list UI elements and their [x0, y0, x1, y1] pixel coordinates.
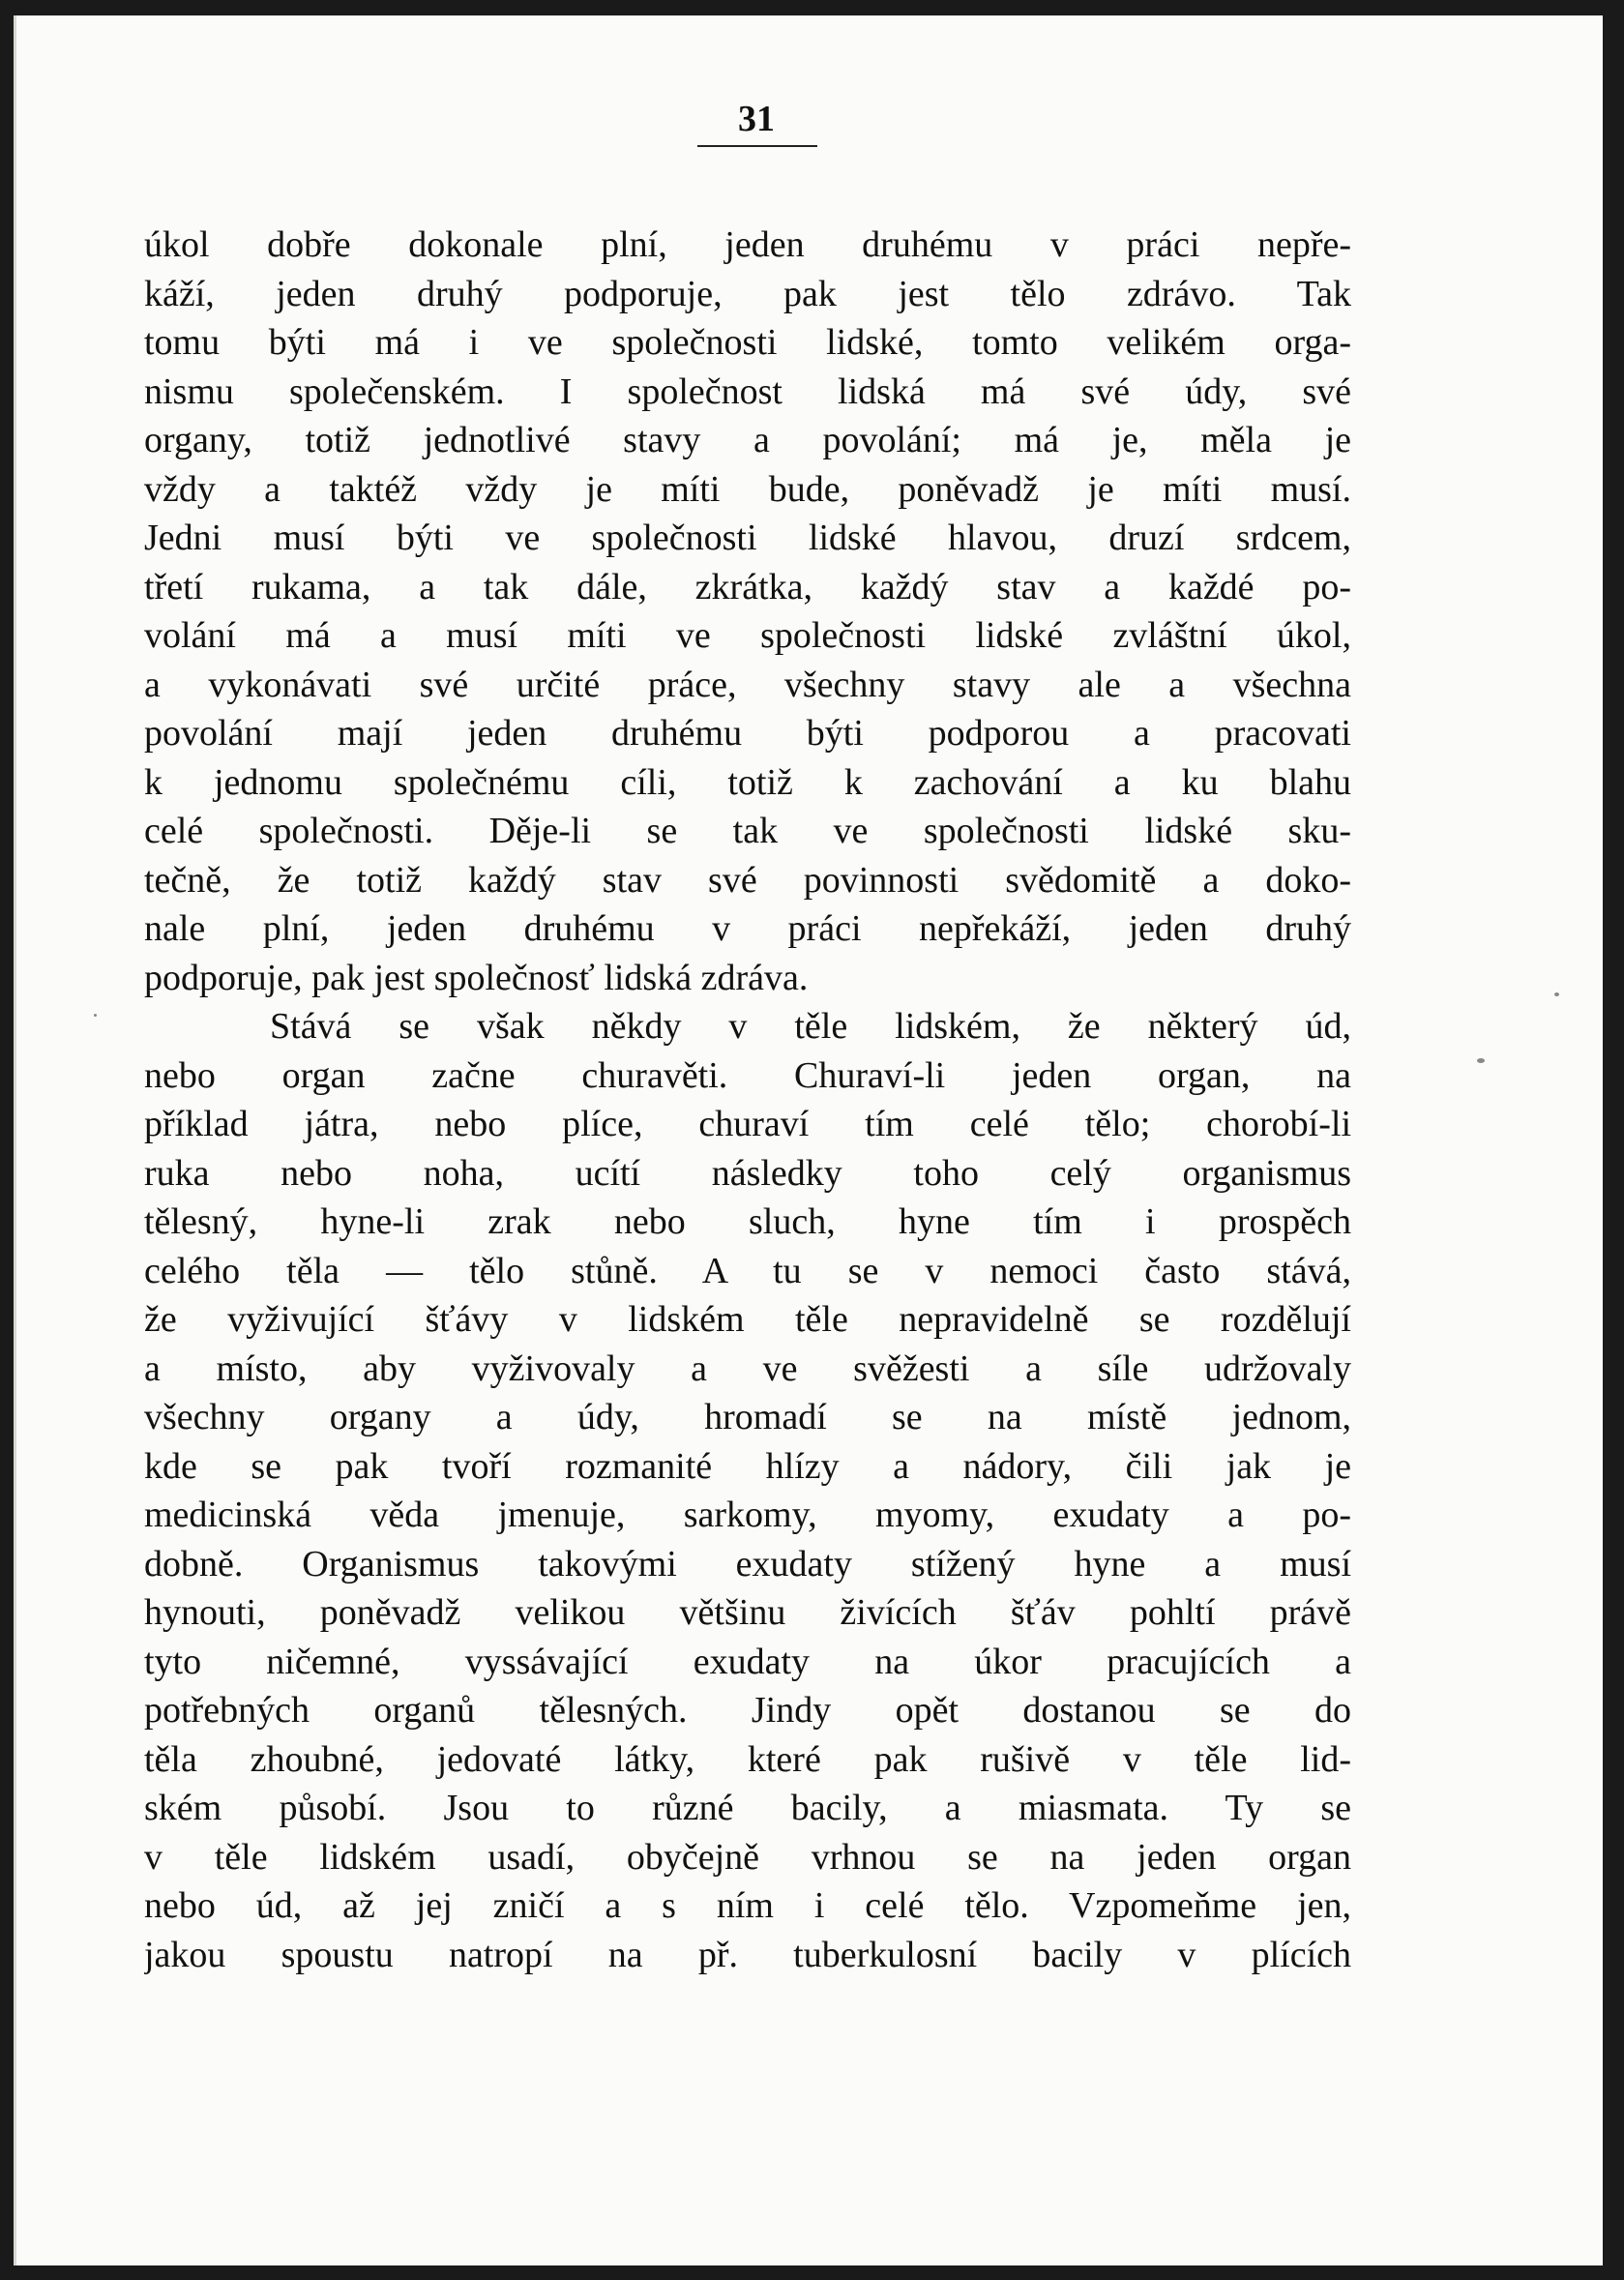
text-line: že vyživující šťávy v lidském těle nepravidelně se rozdělují	[144, 1299, 1351, 1340]
text-line: tečně, že totiž každý stav své povinnosti svědomitě a doko-	[144, 859, 1351, 901]
text-line: káží, jeden druhý podporuje, pak jest tělo zdrávo. Tak	[144, 273, 1351, 314]
text-line: a vykonávati své určité práce, všechny stavy ale a všechna	[144, 664, 1351, 705]
text-line: Jedni musí býti ve společnosti lidské hlavou, druzí srdcem,	[144, 518, 1351, 558]
scan-speck	[1477, 1058, 1485, 1063]
text-line: hynouti, poněvadž velikou většinu živících šťáv pohltí právě	[144, 1592, 1351, 1633]
text-line: třetí rukama, a tak dále, zkrátka, každý stav a každé po-	[144, 566, 1351, 607]
text-line: k jednomu společnému cíli, totiž k zachování a ku blahu	[144, 761, 1351, 803]
text-line: dobně. Organismus takovými exudaty stížený hyne a musí	[144, 1543, 1351, 1584]
text-line: Stává se však někdy v těle lidském, že některý úd,	[270, 1006, 1351, 1047]
text-line: ruka nebo noha, ucítí následky toho celý organismus	[144, 1152, 1351, 1194]
text-line: celé společnosti. Děje-li se tak ve společnosti lidské sku-	[144, 811, 1351, 851]
text-line: celého těla — tělo stůně. A tu se v nemoci často stává,	[144, 1250, 1351, 1291]
body-text	[144, 221, 1351, 1979]
text-line: jakou spoustu natropí na př. tuberkulosní bacily v plících	[144, 1934, 1351, 1975]
text-line: medicinská věda jmenuje, sarkomy, myomy, exudaty a po-	[144, 1495, 1351, 1535]
paragraph-1	[144, 221, 1351, 1002]
text-line: tělesný, hyne-li zrak nebo sluch, hyne tím i prospěch	[144, 1201, 1351, 1242]
book-page	[14, 15, 1603, 2265]
text-line: volání má a musí míti ve společnosti lidské zvláštní úkol,	[144, 615, 1351, 656]
text-line: v těle lidském usadí, obyčejně vrhnou se na jeden organ	[144, 1836, 1351, 1878]
text-line: nismu společenském. I společnost lidská má své údy, své	[144, 370, 1351, 412]
text-line: ském působí. Jsou to různé bacily, a miasmata. Ty se	[144, 1788, 1351, 1828]
text-line: nebo organ začne churavěti. Churaví-li jeden organ, na	[144, 1054, 1351, 1096]
text-line: kde se pak tvoří rozmanité hlízy a nádory, čili jak je	[144, 1445, 1351, 1487]
text-line: úkol dobře dokonale plní, jeden druhému v práci nepře-	[144, 224, 1351, 265]
text-line: příklad játra, nebo plíce, churaví tím celé tělo; chorobí-li	[144, 1104, 1351, 1144]
text-line: organy, totiž jednotlivé stavy a povolání; má je, měla je	[144, 420, 1351, 460]
text-line: všechny organy a údy, hromadí se na místě jednom,	[144, 1397, 1351, 1437]
text-line: nebo úd, až jej zničí a s ním i celé tělo. Vzpomeňme jen,	[144, 1885, 1351, 1926]
text-line: povolání mají jeden druhému býti podporou a pracovati	[144, 713, 1351, 754]
text-line: a místo, aby vyživovaly a ve svěžesti a síle udržovaly	[144, 1347, 1351, 1389]
text-line: těla zhoubné, jedovaté látky, které pak rušivě v těle lid-	[144, 1738, 1351, 1780]
text-line: tomu býti má i ve společnosti lidské, tomto velikém orga-	[144, 322, 1351, 363]
text-line: nale plní, jeden druhému v práci nepřekáží, jeden druhý	[144, 908, 1351, 949]
text-line: vždy a taktéž vždy je míti bude, poněvadž je míti musí.	[144, 468, 1351, 510]
page-number-rule	[697, 145, 817, 147]
text-line: podporuje, pak jest společnosť lidská zdráva.	[144, 957, 809, 998]
scan-speck	[1554, 992, 1559, 996]
text-line: tyto ničemné, vyssávající exudaty na úkor pracujících a	[144, 1641, 1351, 1682]
text-line: potřebných organů tělesných. Jindy opět dostanou se do	[144, 1690, 1351, 1731]
page-number: 31	[738, 99, 775, 139]
paragraph-2	[144, 1002, 1351, 1979]
scan-speck	[94, 1014, 97, 1017]
